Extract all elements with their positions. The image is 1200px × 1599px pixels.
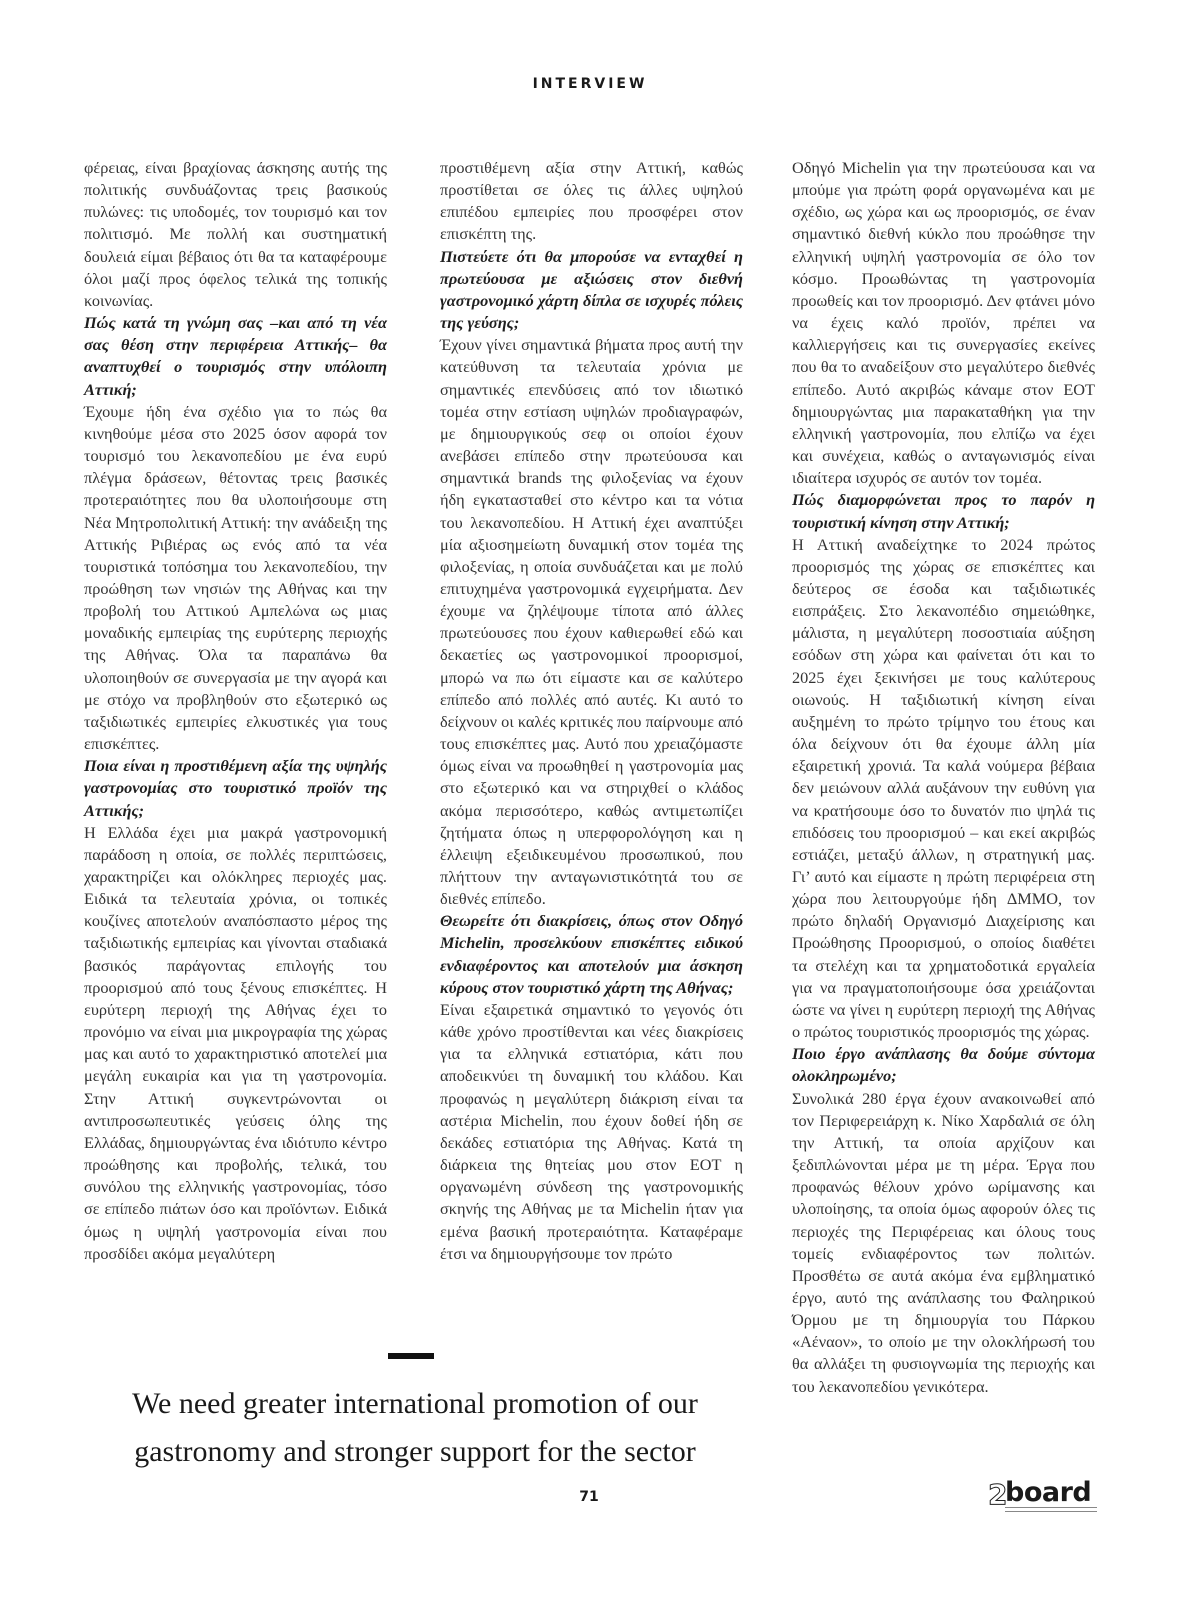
page-number: 71 xyxy=(579,1489,599,1505)
answer-paragraph: Η Ελλάδα έχει μια μακρά γαστρονομική παράδοση η οποία, σε πολλές περιπτώσεις, χαρακτηρίζει και ολόκληρες περιοχές μας. Ειδικά τα τελευταία χρόνια, οι τοπικές κουζίνες αποτελούν αναπόσπαστο μέρος της ταξιδιωτικής εμπειρίας και γίνονται σταδιακά βασικός παράγοντας επιλογής του προορισμού από τους ξένους επισκέπτες. Η ευρύτερη περιοχή της Αθήνας έχει το προνόμιο να είναι μια μικρογραφία της χώρας μας και αυτό το χαρακτηριστικό αποτελεί μια μεγάλη ευκαιρία και για τη γαστρονομία. Στην Αττική συγκεντρώνονται οι αντιπροσωπευτικές γεύσεις όλης της Ελλάδας, δημιουργώντας ένα ιδιότυπο κέντρο προώθησης και προβολής, τελικά, του συνόλου της ελληνικής γαστρονομίας, τόσο σε επίπεδο πιάτων όσο και προϊόντων. Ειδικά όμως η υψηλή γαστρονομία είναι που προσδίδει ακόμα μεγαλύτερη xyxy=(84,822,387,1263)
pull-quote-rule xyxy=(388,1353,434,1359)
question-paragraph: Πώς κατά τη γνώμη σας –και από τη νέα σας θέση στην περιφέρεια Αττικής– θα αναπτυχθεί ο τουρισμός στην υπόλοιπη Αττική; xyxy=(84,313,387,399)
question-paragraph: Πιστεύετε ότι θα μπορούσε να ενταχθεί η πρωτεύουσα με αξιώσεις στον διεθνή γαστρονομικό χάρτη δίπλα σε ισχυρές πόλεις της γεύσης; xyxy=(440,246,743,333)
pull-quote-line-1: We need greater international promotion of our xyxy=(132,1387,698,1420)
article-column-3 xyxy=(792,157,1095,1398)
article-column-1 xyxy=(84,157,387,1265)
answer-paragraph: φέρειας, είναι βραχίονας άσκησης αυτής της πολιτικής συνδυάζοντας τρεις βασικούς πυλώνες: τις υποδομές, τον τουρισμό και τον πολιτισμό. Με πολλή και συστηματική δουλειά είμαι βέβαιος ότι θα τα καταφέρουμε όλοι μαζί προς όφελος τελικά της τοπικής κοινωνίας. xyxy=(84,158,387,310)
answer-paragraph: Έχουμε ήδη ένα σχέδιο για το πώς θα κινηθούμε μέσα στο 2025 όσον αφορά τον τουρισμό του λεκανοπεδίου με ένα ευρύ πλέγμα δράσεων, θέτοντας τρεις βασικές προτεραιότητες που θα υλοποιήσουμε στη Νέα Μητροπολιτική Αττική: την ανάδειξη της Αττικής Ριβιέρας ως ενός από τα νέα τουριστικά τοπόσημα του λεκανοπεδίου, την προώθηση των νησιών της Αθήνας και την προβολή του Αττικού Αμπελώνα ως μιας μοναδικής εμπειρίας της ευρύτερης περιοχής της Αθήνας. Όλα τα παραπάνω θα υλοποιηθούν σε συνεργασία με την αγορά και με στόχο να προβληθούν στο εξωτερικό ως ταξιδιωτικές εμπειρίες ελκυστικές για τους επισκέπτες. xyxy=(84,401,387,754)
answer-paragraph: προστιθέμενη αξία στην Αττική, καθώς προστίθεται σε όλες τις άλλες υψηλού επιπέδου εμπειρίες που προσφέρει στον επισκέπτη της. xyxy=(440,158,743,244)
section-label: INTERVIEW xyxy=(532,76,648,92)
question-paragraph: Ποια είναι η προστιθέμενη αξία της υψηλής γαστρονομίας στο τουριστικό προϊόν της Αττικής; xyxy=(84,756,387,820)
answer-paragraph: Οδηγό Michelin για την πρωτεύουσα και να μπούμε για πρώτη φορά οργανωμένα και με σχέδιο, ως χώρα και ως προορισμός, σε έναν σημαντικό διεθνή κύκλο που προώθησε την ελληνική υψηλή γαστρονομία σε όλο τον κόσμο. Προωθώντας τη γαστρονομία προωθείς και τον προορισμό. Δεν φτάνει μόνο να έχεις καλό προϊόν, πρέπει να καλλιεργήσεις και τις συνεργασίες εκείνες που θα το αναδείξουν στο μεγαλύτερο διεθνές επίπεδο. Αυτό ακριβώς κάναμε στον ΕΟΤ δημιουργώντας μια παρακαταθήκη για την ελληνική γαστρονομία, που ελπίζω να έχει και συνέχεια, καθώς ο ανταγωνισμός είναι ιδιαίτερα ισχυρός σε αυτόν τον τομέα. xyxy=(792,158,1095,488)
answer-paragraph: Συνολικά 280 έργα έχουν ανακοινωθεί από τον Περιφερειάρχη κ. Νίκο Χαρδαλιά σε όλη την Αττική, τα οποία αρχίζουν και ξεδιπλώνονται μέρα με τη μέρα. Έργα που προφανώς θέλουν χρόνο ωρίμανσης και υλοποίησης, τα οποία όμως αφορούν όλες τις περιοχές της Περιφέρειας και όλους τους τομείς ενδιαφέροντος των πολιτών. Προσθέτω σε αυτά ακόμα ένα εμβληματικό έργο, αυτό της ανάπλασης του Φαληρικού Όρμου με τη δημιουργία του Πάρκου «Αέναον», το οποίο με την ολοκλήρωσή του θα αλλάξει τη φυσιογνωμία της περιοχής και του λεκανοπεδίου γενικότερα. xyxy=(792,1088,1095,1396)
answer-paragraph: Είναι εξαιρετικά σημαντικό το γεγονός ότι κάθε χρόνο προστίθενται και νέες διακρίσεις για τα ελληνικά εστιατόρια, κάτι που αποδεικνύει τη δυναμική του κλάδου. Και προφανώς η μεγαλύτερη διάκριση είναι τα αστέρια Michelin, που έχουν δοθεί ήδη σε δεκάδες εστιατόρια της Αθήνας. Κατά τη διάρκεια της θητείας μου στον ΕΟΤ η οργανωμένη σύνδεση της γαστρονομικής σκηνής της Αθήνας με τα Michelin ήταν για εμένα βασική προτεραιότητα. Καταφέραμε έτσι να δημιουργήσουμε τον πρώτο xyxy=(440,999,743,1263)
pull-quote-line-2: gastronomy and stronger support for the sector xyxy=(134,1435,696,1468)
logo-numeral: 2 xyxy=(988,1478,1008,1511)
question-paragraph: Θεωρείτε ότι διακρίσεις, όπως στον Οδηγό Michelin, προσελκύουν επισκέπτες ειδικού ενδιαφέροντος και αποτελούν μια άσκηση κύρους στον τουριστικό χάρτη της Αθήνας; xyxy=(440,911,743,997)
pull-quote xyxy=(80,1380,750,1476)
magazine-logo xyxy=(988,1477,1098,1513)
answer-paragraph: Έχουν γίνει σημαντικά βήματα προς αυτή την κατεύθυνση τα τελευταία χρόνια με σημαντικές επενδύσεις από τον ιδιωτικό τομέα στην εστίαση υψηλών προδιαγραφών, με δημιουργικούς σεφ οι οποίοι έχουν ανεβάσει επίπεδο στην πρωτεύουσα και σημαντικά brands της φιλοξενίας να έχουν ήδη εγκατασταθεί στο κέντρο και τα νότια του λεκανοπεδίου. Η Αττική έχει αναπτύξει μία αξιοσημείωτη δυναμική στον τομέα της φιλοξενίας, η οποία συνδυάζεται και με πολύ επιτυχημένα γαστρονομικά εγχειρήματα. Δεν έχουμε να ζηλέψουμε τίποτα από άλλες πρωτεύουσες που έχουν καθιερωθεί εδώ και δεκαετίες ως γαστρονομικοί προορισμοί, μπορώ να πω ότι είμαστε και σε καλύτερο επίπεδο από πολλές από αυτές. Κι αυτό το δείχνουν οι καλές κριτικές που παίρνουμε από τους επισκέπτες μας. Αυτό που χρειαζόμαστε όμως είναι να προωθηθεί η γαστρονομία μας στο εξωτερικό και να στηριχθεί ο κλάδος ακόμα περισσότερο, καθώς αντιμετωπίζει ζητήματα όπως η υπερφορολόγηση και η έλλειψη εξειδικευμένου προσωπικού, που πλήττουν την ανταγωνιστικότητά του σε διεθνές επίπεδο. xyxy=(440,335,743,909)
logo-tagline-rule xyxy=(1005,1507,1097,1512)
logo-wordmark: board xyxy=(1005,1477,1092,1508)
article-column-2 xyxy=(440,157,743,1265)
question-paragraph: Πώς διαμορφώνεται προς το παρόν η τουριστική κίνηση στην Αττική; xyxy=(792,490,1095,532)
question-paragraph: Ποιο έργο ανάπλασης θα δούμε σύντομα ολοκληρωμένο; xyxy=(792,1044,1095,1086)
answer-paragraph: Η Αττική αναδείχτηκε το 2024 πρώτος προορισμός της χώρας σε επισκέπτες και δεύτερος σε έσοδα και ταξιδιωτικές εισπράξεις. Στο λεκανοπέδιο σημειώθηκε, μάλιστα, η μεγαλύτερη ποσοστιαία αύξηση εσόδων στη χώρα και φαίνεται ότι και το 2025 έχει ξεκινήσει με τους καλύτερους οιωνούς. Η ταξιδιωτική κίνηση είναι αυξημένη το πρώτο τρίμηνο του έτους και όλα δείχνουν ότι θα έχουμε άλλη μία εξαιρετική χρονιά. Τα καλά νούμερα βέβαια δεν μειώνουν αλλά αυξάνουν την ευθύνη για να κρατήσουμε όσο το δυνατόν πιο ψηλά τις επιδόσεις του προορισμού – και εκεί ακριβώς εστιάζει, μεταξύ άλλων, η στρατηγική μας. Γι’ αυτό και είμαστε η πρώτη περιφέρεια στη χώρα που λειτουργούμε ήδη ΔΜΜΟ, τον πρώτο δηλαδή Οργανισμό Διαχείρισης και Προώθησης Προορισμού, ο οποίος διαθέτει τα στελέχη και τα χρηματοδοτικά εργαλεία για να πραγματοποιήσουμε όσα χρειάζονται ώστε να γίνει η ευρύτερη περιοχή της Αθήνας ο πρώτος τουριστικός προορισμός της χώρας. xyxy=(792,534,1095,1042)
